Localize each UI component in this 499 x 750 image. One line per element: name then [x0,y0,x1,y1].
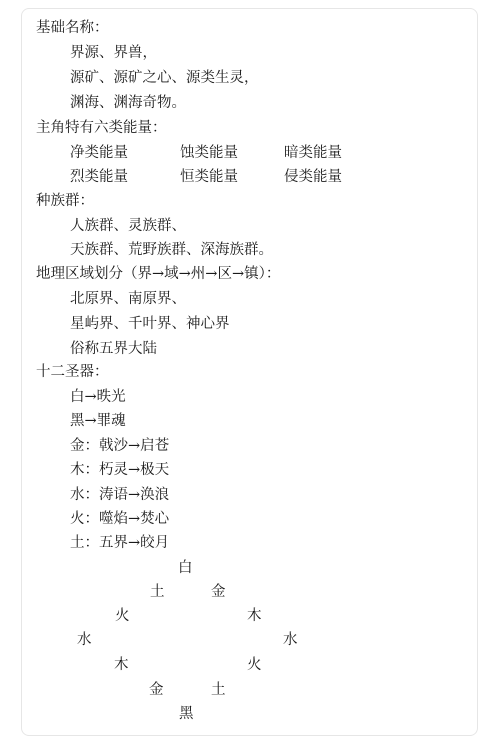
diagram-node-mid-right-bottom: 火 [247,657,262,673]
section-heading-artifacts: 十二圣器： [36,364,109,380]
diagram-node-bottom: 黑 [179,706,194,722]
section-heading-basic-names: 基础名称： [36,20,109,36]
diagram-node-lower-right: 土 [211,682,226,698]
races-line-2: 天族群、荒野族群、深海族群。 [70,242,273,258]
energy-item: 恒类能量 [180,169,238,185]
diagram-node-top: 白 [178,560,193,576]
diagram-node-lower-left: 金 [149,682,164,698]
energy-item: 侵类能量 [284,169,342,185]
diagram-node-right: 水 [283,632,298,648]
basic-names-line-3: 渊海、渊海奇物。 [70,95,186,111]
energy-item: 蚀类能量 [180,145,238,161]
races-line-1: 人族群、灵族群、 [70,218,186,234]
section-heading-geography: 地理区域划分（界→域→州→区→镇）： [36,266,281,282]
basic-names-line-2: 源矿、源矿之心、源类生灵， [70,70,259,86]
diagram-node-mid-left-top: 火 [115,608,130,624]
section-heading-energy: 主角特有六类能量： [36,120,167,136]
artifact-line: 火：噬焰→焚心 [70,511,170,527]
geography-line-1: 北原界、南原界、 [70,291,186,307]
geography-line-3: 俗称五界大陆 [70,341,157,357]
energy-item: 烈类能量 [70,169,128,185]
diagram-node-upper-left: 土 [150,584,165,600]
section-heading-races: 种族群： [36,193,94,209]
diagram-node-mid-left-bottom: 木 [114,657,129,673]
basic-names-line-1: 界源、界兽， [70,45,157,61]
diagram-node-upper-right: 金 [211,584,226,600]
artifact-line: 白→昳光 [70,389,126,405]
energy-item: 暗类能量 [284,145,342,161]
diagram-node-left: 水 [77,632,92,648]
energy-item: 净类能量 [70,145,128,161]
artifact-line: 水：涛语→涣浪 [70,487,170,503]
artifact-line: 金：戟沙→启苍 [70,438,170,454]
artifact-line: 木：朽灵→极天 [70,462,170,478]
artifact-line: 黑→罪魂 [70,413,126,429]
geography-line-2: 星屿界、千叶界、神心界 [70,316,230,332]
diagram-node-mid-right-top: 木 [247,608,262,624]
artifact-line: 土：五界→皎月 [70,535,170,551]
